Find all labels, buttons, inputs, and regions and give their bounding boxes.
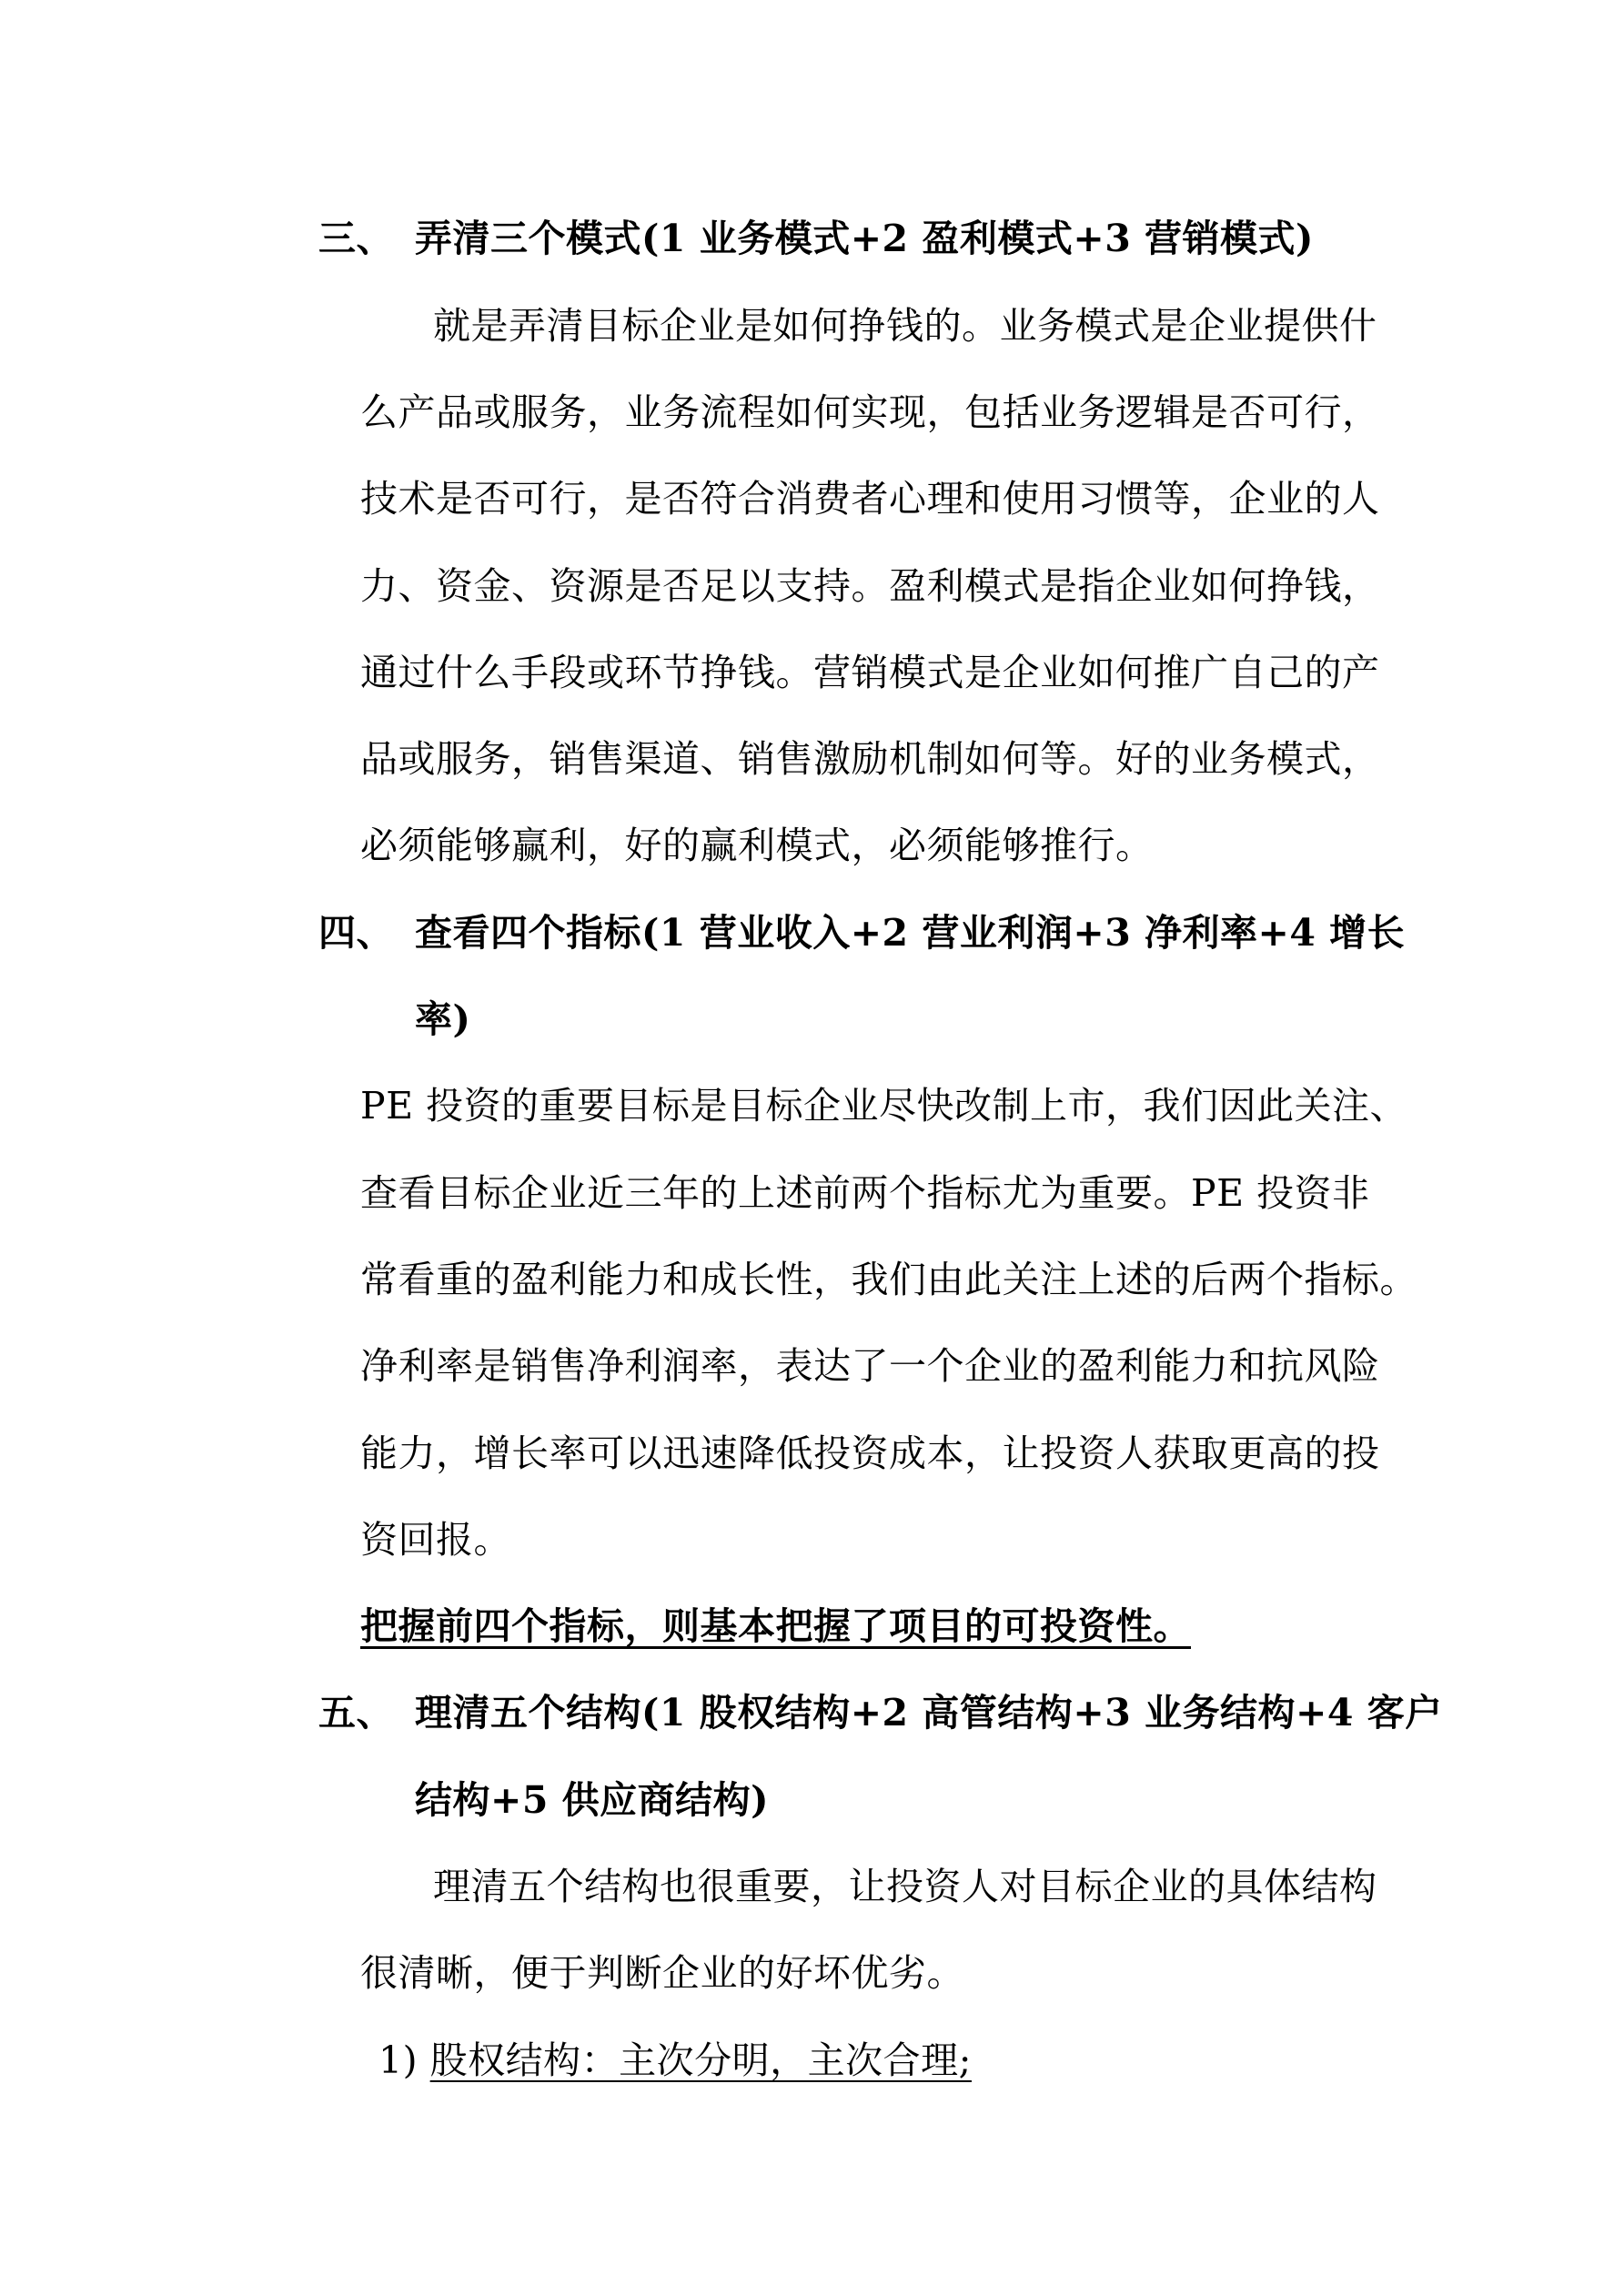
section-5-item-1-text: 股权结构：主次分明，主次合理; [429,2038,972,2082]
section-4-line-2: 查看目标企业近三年的上述前两个指标尤为重要。PE 投资非 [360,1171,1370,1215]
section-3-line-3: 技术是否可行，是否符合消费者心理和使用习惯等，企业的人 [360,477,1380,521]
section-5-heading [318,1685,1443,1740]
section-4-note: 把握前四个指标，则基本把握了项目的可投资性。 [360,1604,1191,1648]
section-4-title-line-2: 率) [415,997,471,1041]
section-3-line-4: 力、资金、资源是否足以支持。盈利模式是指企业如何挣钱， [360,564,1380,608]
section-5-number: 五、 [318,1691,394,1735]
section-3-line-5: 通过什么手段或环节挣钱。营销模式是企业如何推广自己的产 [360,651,1380,694]
section-5-line-2: 很清晰，便于判断企业的好坏优劣。 [360,1951,964,1995]
section-5-title-line-1: 理清五个结构(1 股权结构+2 高管结构+3 业务结构+4 客户 [415,1691,1443,1735]
section-4-line-4: 净利率是销售净利润率，表达了一个企业的盈利能力和抗风险 [360,1344,1380,1388]
section-3-heading [318,211,1314,266]
section-4-title-line-1: 查看四个指标(1 营业收入+2 营业利润+3 净利率+4 增长 [415,911,1406,955]
section-3-title: 弄清三个模式(1 业务模式+2 盈利模式+3 营销模式) [415,217,1314,260]
section-4-line-6: 资回报。 [360,1518,511,1562]
section-4-line-5: 能力，增长率可以迅速降低投资成本，让投资人获取更高的投 [360,1431,1380,1475]
section-5-item-1-marker: 1) [378,2038,419,2082]
section-5-line-1: 理清五个结构也很重要，让投资人对目标企业的具体结构 [433,1865,1377,1908]
section-3-line-6: 品或服务，销售渠道、销售激励机制如何等。好的业务模式， [360,737,1380,781]
section-3-line-2: 么产品或服务，业务流程如何实现，包括业务逻辑是否可行， [360,390,1380,434]
section-3-number: 三、 [318,217,394,260]
section-4-heading [318,905,1405,960]
section-5-title-line-2: 结构+5 供应商结构) [415,1778,770,1822]
section-4-line-3: 常看重的盈利能力和成长性，我们由此关注上述的后两个指标。 [360,1258,1417,1301]
section-5-item-1 [378,2033,972,2088]
section-4-line-1: PE 投资的重要目标是目标企业尽快改制上市，我们因此关注、 [360,1084,1408,1128]
section-3-line-1: 就是弄清目标企业是如何挣钱的。业务模式是企业提供什 [433,304,1377,348]
section-4-number: 四、 [318,911,394,955]
section-3-line-7: 必须能够赢利，好的赢利模式，必须能够推行。 [360,824,1154,867]
